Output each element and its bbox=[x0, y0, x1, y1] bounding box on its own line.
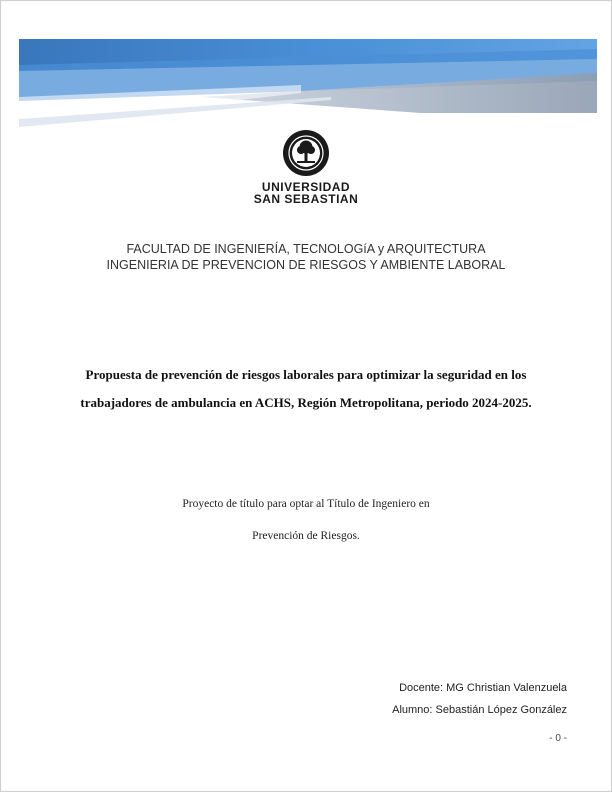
author-block bbox=[392, 677, 567, 721]
university-seal-icon bbox=[282, 129, 330, 177]
faculty-line1: FACULTAD DE INGENIERÍA, TECNOLOGíA y ARQUITECTURA bbox=[126, 242, 486, 256]
thesis-title-line2: trabajadores de ambulancia en ACHS, Región Metropolitana, periodo 2024-2025. bbox=[80, 395, 532, 410]
degree-statement-line1: Proyecto de título para optar al Título de Ingeniero en bbox=[182, 498, 430, 510]
thesis-title bbox=[71, 361, 541, 417]
docente-line: Docente: MG Christian Valenzuela bbox=[399, 682, 567, 694]
thesis-title-line1: Propuesta de prevención de riesgos laborales para optimizar la seguridad en los bbox=[85, 367, 527, 382]
university-name-line1: UNIVERSIDAD bbox=[261, 180, 351, 194]
university-name-line2: SAN SEBASTIAN bbox=[253, 192, 359, 206]
degree-statement bbox=[1, 496, 611, 560]
university-logo bbox=[1, 129, 611, 205]
header-banner bbox=[1, 1, 611, 141]
faculty-heading bbox=[1, 241, 611, 273]
page-number: - 0 - bbox=[549, 733, 567, 744]
degree-statement-line2: Prevención de Riesgos. bbox=[252, 530, 360, 542]
faculty-line2: INGENIERIA DE PREVENCION DE RIESGOS Y AMBIENTE LABORAL bbox=[106, 258, 506, 272]
alumno-line: Alumno: Sebastián López González bbox=[392, 704, 567, 716]
